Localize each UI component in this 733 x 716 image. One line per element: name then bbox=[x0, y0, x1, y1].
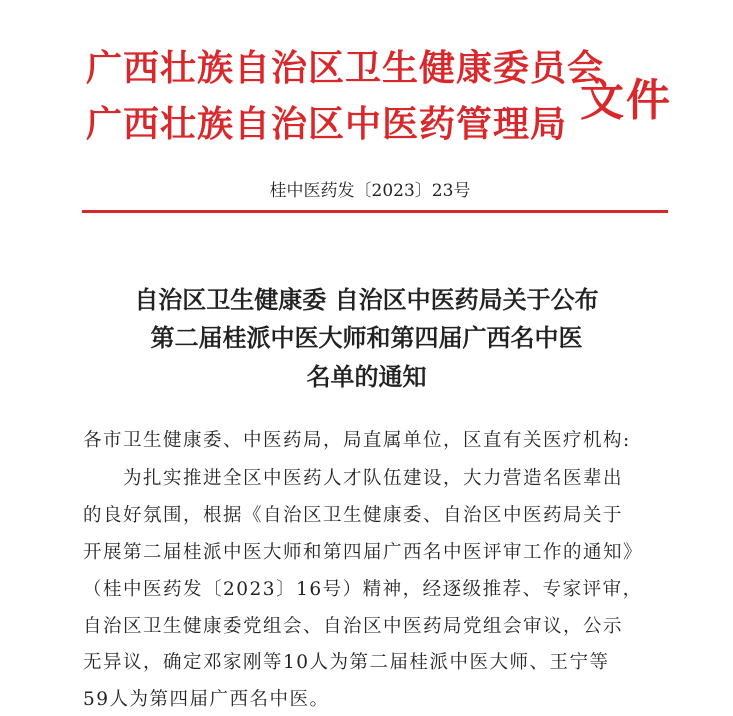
body-line: （桂中医药发〔2023〕16号）精神，经逐级推荐、专家评审， bbox=[83, 579, 643, 600]
title-line-3: 名单的通知 bbox=[306, 363, 427, 391]
issuer-line-2: 广西壮族自治区中医药管理局 bbox=[86, 104, 568, 145]
document-number: 桂中医药发〔2023〕23号 bbox=[269, 181, 471, 201]
red-divider bbox=[82, 210, 668, 213]
title-line-1: 自治区卫生健康委 自治区中医药局关于公布 bbox=[134, 286, 599, 314]
issuer-line-1: 广西壮族自治区卫生健康委员会 bbox=[86, 48, 605, 89]
body-line: 开展第二届桂派中医大师和第四届广西名中医评审工作的通知》 bbox=[83, 542, 644, 563]
body-line: 各市卫生健康委、中医药局，局直属单位，区直有关医疗机构: bbox=[83, 430, 631, 451]
document-type: 文件 bbox=[580, 75, 672, 126]
body-line: 59人为第四届广西名中医。 bbox=[83, 689, 330, 710]
body-line: 的良好氛围，根据《自治区卫生健康委、自治区中医药局关于 bbox=[83, 505, 624, 526]
body-line: 为扎实推进全区中医药人才队伍建设，大力营造名医辈出 bbox=[83, 468, 624, 489]
body-line: 自治区卫生健康委党组会、自治区中医药局党组会审议，公示 bbox=[83, 616, 624, 637]
body-line: 无异议，确定邓家刚等10人为第二届桂派中医大师、王宁等 bbox=[83, 652, 610, 673]
title-line-2: 第二届桂派中医大师和第四届广西名中医 bbox=[150, 324, 583, 352]
